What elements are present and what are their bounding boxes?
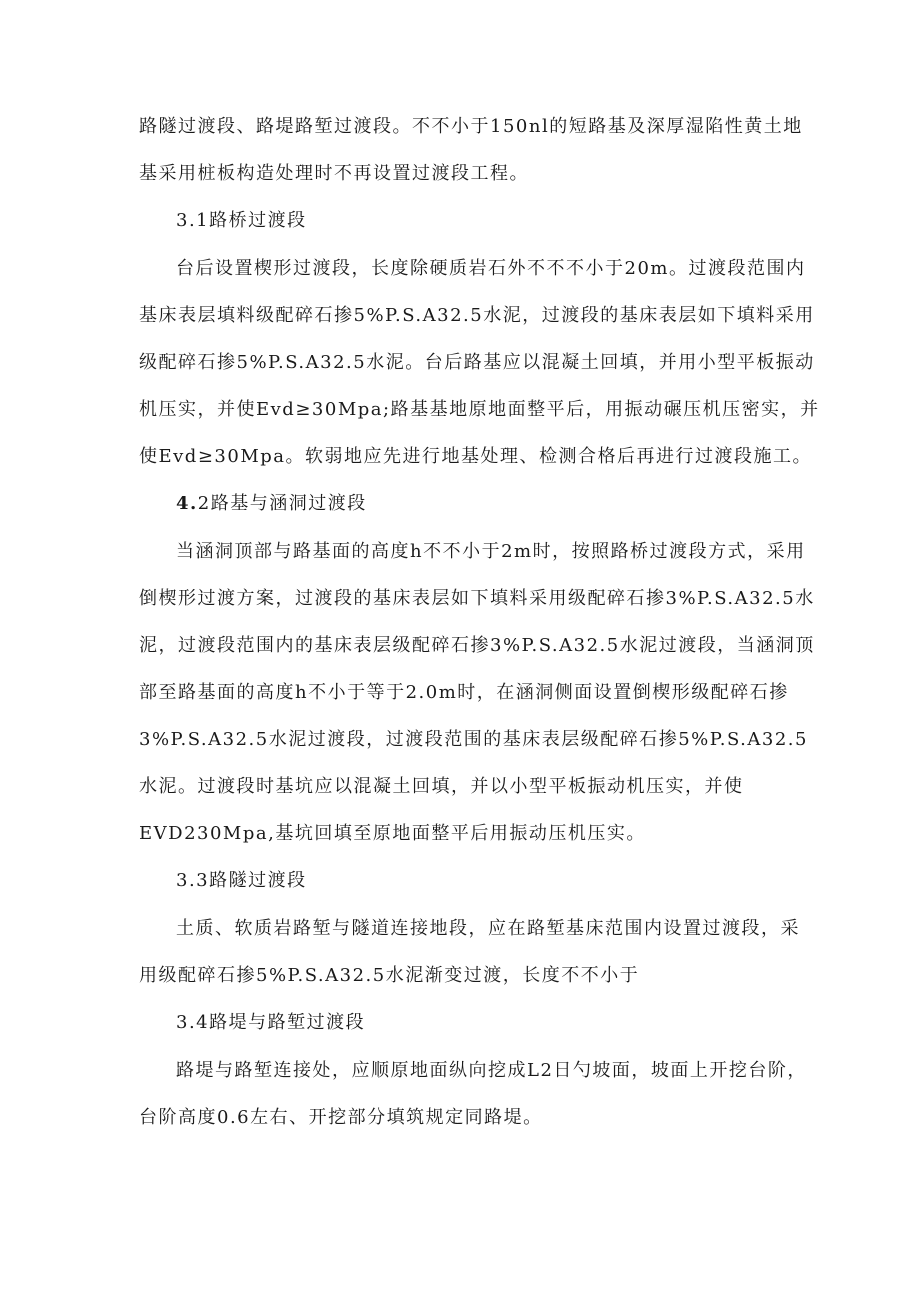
paragraph-line: 3%P.S.A32.5水泥过渡段，过渡段范围的基床表层级配碎石掺5%P.S.A32.5 [139,729,808,750]
paragraph-line: 土质、软质岩路堑与隧道连接地段，应在路堑基床范围内设置过渡段，采 [176,918,800,939]
paragraph-line: 路堤与路堑连接处，应顺原地面纵向挖成L2日勺坡面，坡面上开挖台阶， [176,1060,807,1081]
paragraph-line: 用级配碎石掺5%P.S.A32.5水泥渐变过渡，长度不不小于 [139,965,640,986]
section-heading-3-4: 3.4路堤与路堑过渡段 [176,1012,366,1033]
paragraph-line: EVD230Mpa,基坑回填至原地面整平后用振动压机压实。 [139,823,646,844]
paragraph-line: 倒楔形过渡方案，过渡段的基床表层如下填料采用级配碎石掺3%P.S.A32.5水 [139,588,815,609]
paragraph-line: 路隧过渡段、路堤路堑过渡段。不不小于150nl的短路基及深厚湿陷性黄土地 [139,116,803,137]
paragraph-line: 当涵洞顶部与路基面的高度h不不小于2m时，按照路桥过渡段方式，采用 [176,541,806,562]
paragraph-line: 泥，过渡段范围内的基床表层级配碎石掺3%P.S.A32.5水泥过渡段，当涵洞顶 [139,635,815,656]
section-heading-3-3: 3.3路隧过渡段 [176,870,307,891]
paragraph-line: 级配碎石掺5%P.S.A32.5水泥。台后路基应以混凝土回填，并用小型平板振动 [139,352,815,373]
paragraph-line: 基床表层填料级配碎石掺5%P.S.A32.5水泥，过渡段的基床表层如下填料采用 [139,305,815,326]
section-heading-4-2 [176,492,367,516]
paragraph-line: 水泥。过渡段时基坑应以混凝土回填，并以小型平板振动机压实，并使 [139,776,744,797]
paragraph-line: 机压实，并使Evd≥30Mpa;路基基地原地面整平后，用振动碾压机压密实，并 [139,399,820,420]
section-title: 2路基与涵洞过渡段 [197,493,367,514]
paragraph-line: 台阶高度0.6左右、开挖部分填筑规定同路堤。 [139,1107,543,1128]
paragraph-line: 基采用桩板构造处理时不再设置过渡段工程。 [139,163,529,184]
section-number: 4. [176,493,198,514]
section-heading-3-1: 3.1路桥过渡段 [176,210,307,231]
paragraph-line: 使Evd≥30Mpa。软弱地应先进行地基处理、检测合格后再进行过渡段施工。 [139,446,812,467]
paragraph-line: 部至路基面的高度h不小于等于2.0m时，在涵洞侧面设置倒楔形级配碎石掺 [139,682,789,703]
paragraph-line: 台后设置楔形过渡段，长度除硬质岩石外不不不小于20m。过渡段范围内 [176,258,806,279]
